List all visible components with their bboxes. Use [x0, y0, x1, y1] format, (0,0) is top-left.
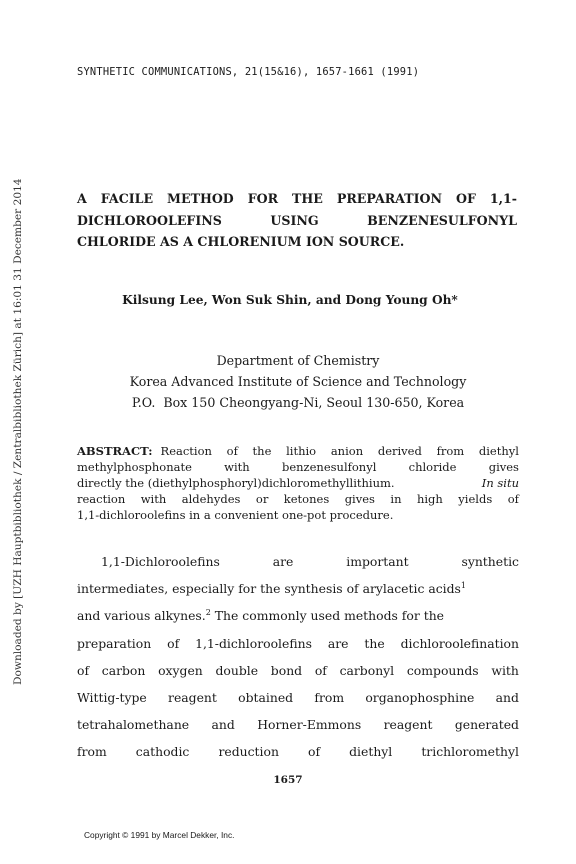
word: Reaction — [160, 444, 212, 458]
body-line — [77, 657, 519, 684]
word: lithio — [286, 444, 317, 458]
page-number: 1657 — [273, 774, 303, 786]
word: OF — [455, 191, 476, 206]
word: the — [252, 444, 272, 458]
abstract-italic: In situ — [481, 475, 519, 490]
footnote-ref: 2 — [205, 608, 211, 618]
word: of — [167, 635, 180, 651]
running-head: SYNTHETIC COMMUNICATIONS, 21(15&16), 1657-1661 (1991) — [77, 66, 420, 78]
word: compounds — [406, 662, 479, 678]
word: are — [272, 554, 294, 569]
word: with — [224, 459, 250, 474]
word: THE — [292, 191, 323, 206]
body-text-span: intermediates, especially for the synthesis of arylacetic acids — [77, 581, 461, 597]
word: benzenesulfonyl — [281, 459, 377, 474]
body-line — [77, 630, 519, 657]
word: dichloroolefination — [400, 635, 519, 651]
word: with — [140, 491, 167, 506]
word: cathodic — [135, 744, 190, 760]
word: of — [507, 491, 519, 506]
word: FOR — [247, 191, 279, 206]
word: tetrahalomethane — [77, 717, 190, 733]
word: PREPARATION — [336, 191, 443, 206]
word: and — [211, 717, 235, 733]
word: of — [314, 662, 327, 678]
word: carbon — [101, 662, 146, 678]
word: and — [495, 690, 519, 706]
body-text-fragment: The commonly used methods for the — [210, 608, 445, 624]
word: from — [77, 744, 107, 760]
word: are — [327, 635, 349, 651]
word: of — [308, 744, 321, 760]
body-text — [77, 548, 519, 766]
word: 1,1- — [489, 191, 517, 206]
word: double — [215, 662, 259, 678]
word: the — [364, 635, 385, 651]
body-line — [77, 548, 519, 575]
word: organophosphine — [365, 690, 475, 706]
word: derived — [377, 444, 422, 458]
word: anion — [330, 444, 364, 458]
abstract-line — [77, 444, 519, 460]
word: reagent — [168, 690, 217, 706]
word: Horner-Emmons — [257, 717, 362, 733]
word: gives — [488, 459, 519, 474]
body-line — [77, 602, 519, 629]
affiliation-address: P.O. Box 150 Cheongyang-Ni, Seoul 130-650, Korea — [131, 395, 465, 410]
word: A — [77, 191, 87, 206]
word: preparation — [77, 635, 152, 651]
word: 1,1-dichloroolefins — [195, 635, 312, 651]
word: oxygen — [158, 662, 203, 678]
paper-title — [77, 188, 517, 253]
word: aldehydes — [181, 491, 241, 506]
word: or — [255, 491, 269, 506]
word: diethyl — [478, 444, 519, 458]
body-line — [77, 575, 519, 602]
word: chloride — [408, 459, 457, 474]
word: BENZENESULFONYL — [367, 212, 517, 228]
body-line — [77, 711, 519, 738]
word: gives — [344, 491, 375, 506]
abstract-line — [77, 492, 519, 508]
word: ketones — [283, 491, 330, 506]
word: yields — [458, 491, 493, 506]
title-line — [77, 188, 517, 210]
word: methylphosphonate — [77, 459, 192, 474]
copyright-notice: Copyright © 1991 by Marcel Dekker, Inc. — [84, 830, 235, 840]
word: FACILE — [100, 191, 154, 206]
affiliation — [77, 350, 519, 413]
word: obtained — [238, 690, 294, 706]
download-watermark-text: Downloaded by [UZH Hauptbibliothek / Zentralbibliothek Zürich] at 16:01 31 December 2014 — [12, 178, 24, 685]
word: reaction — [77, 491, 126, 506]
footnote-ref: 1 — [460, 581, 467, 591]
word: of — [226, 444, 238, 458]
abstract-words — [161, 444, 519, 460]
word: reagent — [383, 717, 433, 733]
word: high — [416, 491, 443, 506]
word: from — [314, 690, 345, 706]
abstract — [77, 444, 519, 524]
word: reduction — [218, 744, 279, 760]
affiliation-department: Department of Chemistry — [216, 353, 380, 368]
word: bond — [270, 662, 303, 678]
title-line — [77, 210, 517, 232]
word: generated — [454, 717, 519, 733]
author-list: Kilsung Lee, Won Suk Shin, and Dong Young Oh* — [122, 293, 458, 307]
abstract-line — [77, 460, 519, 476]
body-text-span — [77, 602, 444, 629]
affiliation-institute: Korea Advanced Institute of Science and Technology — [129, 374, 467, 389]
abstract-line — [77, 476, 519, 492]
abstract-label: ABSTRACT: — [77, 444, 153, 458]
word: trichloromethyl — [421, 744, 519, 760]
word: with — [491, 662, 519, 678]
word: from — [436, 444, 465, 458]
download-watermark — [2, 175, 22, 685]
word: of — [77, 662, 90, 678]
abstract-line: 1,1-dichloroolefins in a convenient one-pot procedure. — [77, 507, 394, 522]
word: METHOD — [167, 191, 234, 206]
word: USING — [270, 212, 319, 228]
word: DICHLOROOLEFINS — [77, 212, 222, 228]
word: diethyl — [349, 744, 393, 760]
body-text-fragment: and various alkynes. — [77, 608, 206, 624]
word: important — [346, 554, 409, 569]
abstract-text: directly the (diethylphosphoryl)dichloromethyllithium. — [77, 475, 395, 490]
word: carbonyl — [339, 662, 395, 678]
word: 1,1-Dichloroolefins — [101, 554, 220, 569]
word: synthetic — [461, 554, 519, 569]
body-line — [77, 738, 519, 765]
title-line: CHLORIDE AS A CHLORENIUM ION SOURCE. — [77, 234, 405, 249]
word: Wittig-type — [77, 690, 147, 706]
word: in — [390, 491, 402, 506]
body-line — [77, 684, 519, 711]
